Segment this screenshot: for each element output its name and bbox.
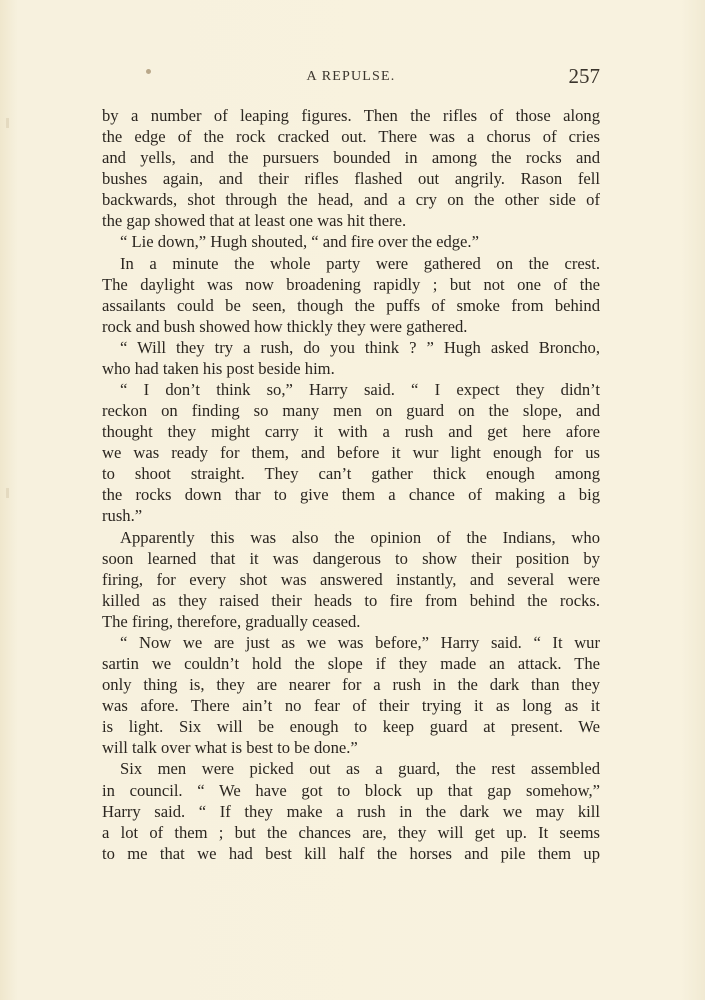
text-line: “ Lie down,” Hugh shouted, “ and fire over the edge.” [120,232,479,252]
text-line: firing, for every shot was answered instantly, and several were [102,569,600,589]
text-line: the gap showed that at least one was hit there. [102,211,407,231]
text-line: to shoot straight. They can’t gather thick enough among [102,464,600,484]
text-line: will talk over what is best to be done.” [102,738,358,758]
text-line: soon learned that it was dangerous to show their position by [102,548,600,568]
running-title: A REPULSE. [306,69,396,84]
text-line: we was ready for them, and before it wur light enough for us [102,443,600,463]
text-line: and yells, and the pursuers bounded in among the rocks and [102,148,600,168]
text-line: rock and bush showed how thickly they were gathered. [102,316,468,336]
text-line: assailants could be seen, though the puffs of smoke from behind [102,295,600,315]
text-line: “ Now we are just as we was before,” Harry said. “ It wur [120,632,600,652]
page-number: 257 [568,64,600,88]
text-line: thought they might carry it with a rush and get here afore [102,422,600,442]
text-line: Six men were picked out as a guard, the rest assembled [120,759,600,779]
text-line: sartin we couldn’t hold the slope if they made an attack. The [102,654,600,674]
text-line: rush.” [102,506,143,526]
text-line: in council. “ We have got to block up that gap somehow,” [102,780,600,800]
text-line: killed as they raised their heads to fire from behind the rocks. [102,590,600,610]
text-line: reckon on finding so many men on guard on the slope, and [102,401,600,421]
text-line: the rocks down thar to give them a chance of making a big [102,485,600,505]
text-line: backwards, shot through the head, and a cry on the other side of [102,190,600,210]
text-line: was afore. There ain’t no fear of their trying it as long as it [102,696,600,716]
text-line: Harry said. “ If they make a rush in the dark we may kill [102,801,600,821]
text-line: a lot of them ; but the chances are, they will get up. It seems [102,822,600,842]
text-line: Apparently this was also the opinion of the Indians, who [120,527,600,547]
body-text [102,105,600,864]
text-line: only thing is, they are nearer for a rush in the dark than they [102,675,600,695]
text-line: who had taken his post beside him. [102,358,335,378]
text-line: “ Will they try a rush, do you think ? ” Hugh asked Broncho, [120,337,600,357]
running-head [102,64,600,90]
text-line: The firing, therefore, gradually ceased. [102,611,361,631]
text-line: bushes again, and their rifles flashed out angrily. Rason fell [102,169,600,189]
margin-mark [6,488,9,498]
text-line: the edge of the rock cracked out. There was a chorus of cries [102,127,600,147]
text-line: The daylight was now broadening rapidly ; but not one of the [102,274,600,294]
text-line: In a minute the whole party were gathered on the crest. [120,253,600,273]
text-line: to me that we had best kill half the horses and pile them up [102,843,600,863]
margin-mark [6,118,9,128]
text-line: is light. Six will be enough to keep guard at present. We [102,717,600,737]
text-line: “ I don’t think so,” Harry said. “ I expect they didn’t [120,380,600,400]
text-line: by a number of leaping figures. Then the rifles of those along [102,106,600,125]
